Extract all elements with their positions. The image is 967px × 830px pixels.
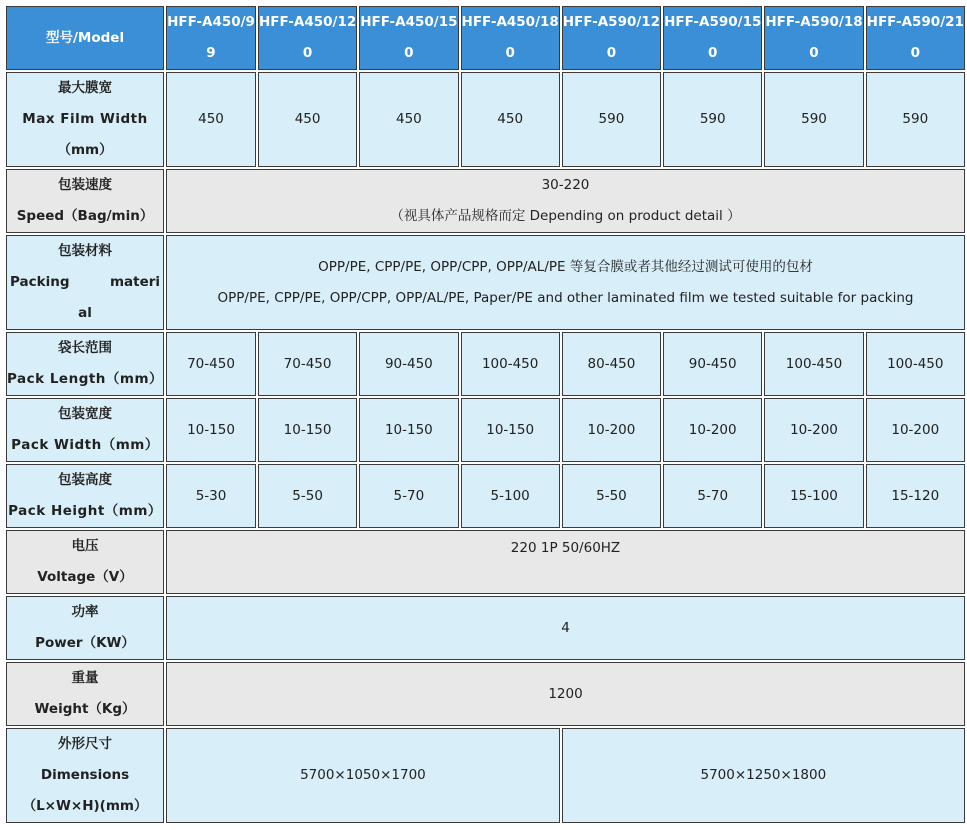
row-label: 电压 Voltage（V） (6, 530, 164, 594)
cell-value: 590 (764, 72, 863, 167)
cell-value: 10-150 (461, 398, 560, 462)
row-film-width (6, 72, 965, 167)
cell-value: 70-450 (258, 332, 357, 396)
cell-value: 10-150 (359, 398, 458, 462)
cell-value-a450: 5700×1050×1700 (166, 728, 560, 823)
cell-value: 5-50 (562, 464, 661, 528)
cell-value-a590: 5700×1250×1800 (562, 728, 965, 823)
row-label: 包装宽度 Pack Width（mm） (6, 398, 164, 462)
model-header-label: 型号/Model (6, 6, 164, 70)
cell-value: 5-30 (166, 464, 256, 528)
row-weight (6, 662, 965, 726)
cell-value: 450 (461, 72, 560, 167)
model-header: HFF-A590/21 0 (866, 6, 965, 70)
row-power (6, 596, 965, 660)
cell-value: 10-200 (866, 398, 965, 462)
cell-value: 5-70 (359, 464, 458, 528)
cell-value: 10-200 (764, 398, 863, 462)
row-label: 最大膜宽 Max Film Width （mm） (6, 72, 164, 167)
cell-value-merged: 4 (166, 596, 965, 660)
cell-value: 5-50 (258, 464, 357, 528)
cell-value: 100-450 (461, 332, 560, 396)
cell-value: 15-100 (764, 464, 863, 528)
cell-value: 5-100 (461, 464, 560, 528)
row-pack-width (6, 398, 965, 462)
cell-value: 10-200 (562, 398, 661, 462)
cell-value: 590 (663, 72, 762, 167)
cell-value: 450 (258, 72, 357, 167)
cell-value: 10-150 (258, 398, 357, 462)
header-row (6, 6, 965, 70)
row-label: 包装高度 Pack Height（mm） (6, 464, 164, 528)
row-label: 袋长范围 Pack Length（mm） (6, 332, 164, 396)
cell-value: 590 (562, 72, 661, 167)
cell-value: 100-450 (866, 332, 965, 396)
model-header: HFF-A590/12 0 (562, 6, 661, 70)
row-speed (6, 169, 965, 233)
cell-value-merged: 220 1P 50/60HZ (166, 530, 965, 594)
row-pack-height (6, 464, 965, 528)
cell-value-merged: OPP/PE, CPP/PE, OPP/CPP, OPP/AL/PE 等复合膜或者其他经过测试可使用的包材 OPP/PE, CPP/PE, OPP/CPP, OPP/AL/PE, Paper/PE and other laminated film we tested suitable for packing (166, 235, 965, 330)
cell-value: 90-450 (359, 332, 458, 396)
model-header: HFF-A450/15 0 (359, 6, 458, 70)
spec-table (4, 4, 967, 825)
cell-value: 450 (166, 72, 256, 167)
cell-value-merged: 30-220 （视具体产品规格而定 Depending on product detail ） (166, 169, 965, 233)
row-pack-length (6, 332, 965, 396)
model-header: HFF-A450/18 0 (461, 6, 560, 70)
row-label: 包装材料 Packing materi al (6, 235, 164, 330)
cell-value: 15-120 (866, 464, 965, 528)
row-material (6, 235, 965, 330)
cell-value: 450 (359, 72, 458, 167)
row-voltage (6, 530, 965, 594)
cell-value: 70-450 (166, 332, 256, 396)
cell-value: 5-70 (663, 464, 762, 528)
row-label: 功率 Power（KW） (6, 596, 164, 660)
cell-value: 590 (866, 72, 965, 167)
cell-value: 10-150 (166, 398, 256, 462)
model-header: HFF-A450/9 9 (166, 6, 256, 70)
model-header: HFF-A590/15 0 (663, 6, 762, 70)
cell-value: 90-450 (663, 332, 762, 396)
cell-value: 100-450 (764, 332, 863, 396)
row-label: 包装速度 Speed（Bag/min） (6, 169, 164, 233)
cell-value: 80-450 (562, 332, 661, 396)
row-label: 重量 Weight（Kg） (6, 662, 164, 726)
model-header: HFF-A450/12 0 (258, 6, 357, 70)
row-dimensions (6, 728, 965, 823)
cell-value: 10-200 (663, 398, 762, 462)
cell-value-merged: 1200 (166, 662, 965, 726)
row-label: 外形尺寸 Dimensions （L×W×H)(mm） (6, 728, 164, 823)
model-header: HFF-A590/18 0 (764, 6, 863, 70)
